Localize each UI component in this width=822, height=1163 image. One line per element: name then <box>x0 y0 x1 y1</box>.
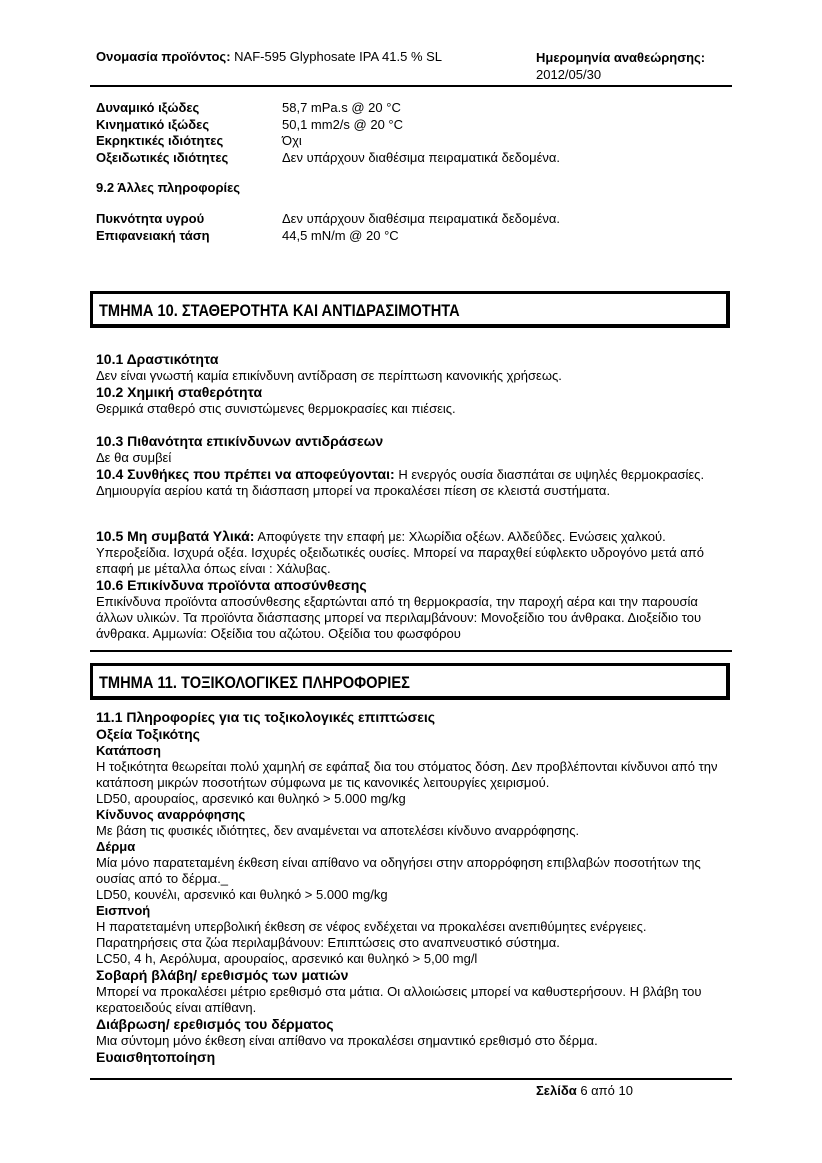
ingestion-ld50: LD50, αρουραίος, αρσενικό και θυληκό > 5.000 mg/kg <box>96 791 406 806</box>
aspiration-text: Με βάση τις φυσικές ιδιότητες, δεν αναμένεται να αποτελέσει κίνδυνο αναρρόφησης. <box>96 823 580 838</box>
section-10-5-text: Αποφύγετε την επαφή με: Χλωρίδια οξέων. Αλδεΰδες. Ενώσεις χαλκού. Υπεροξείδια. Ισχυρά οξέα. Ισχυρές οξειδωτικές ουσίες. Μπορεί να παραχθεί εύφλεκτο υδρογόνο μετά από επαφή με μέταλλα όπως είναι : Χάλυβας. <box>96 529 704 576</box>
section-11-1-title: 11.1 Πληροφορίες για τις τοξικολογικές επιπτώσεις <box>96 709 436 725</box>
page-value: 6 από 10 <box>580 1083 633 1098</box>
page-number <box>536 1083 633 1099</box>
section-10-1-title: 10.1 Δραστικότητα <box>96 351 219 367</box>
product-name-header <box>96 49 442 64</box>
page-label: Σελίδα <box>536 1083 577 1098</box>
section-10-body-2 <box>96 433 732 499</box>
section-10-title: ΤΜΗΜΑ 10. ΣΤΑΘΕΡΟΤΗΤΑ ΚΑΙ ΑΝΤΙΔΡΑΣΙΜΟΤΗΤΑ <box>99 301 460 320</box>
property-key: Πυκνότητα υγρού <box>96 211 205 226</box>
skin-title: Δέρμα <box>96 839 136 854</box>
eye-irritation-title: Σοβαρή βλάβη/ ερεθισμός των ματιών <box>96 967 349 983</box>
section-10-4-text: Η ενεργός ουσία διασπάται σε υψηλές θερμοκρασίες. Δημιουργία αερίου κατά τη διάσπαση μπορεί να προκαλέσει πίεση σε κλειστά συστήματα. <box>96 467 705 498</box>
section-10-body <box>96 351 732 417</box>
section-9-2-title: 9.2 Άλλες πληροφορίες <box>96 180 241 195</box>
acute-toxicity-title: Οξεία Τοξικότης <box>96 726 200 742</box>
product-value: NAF-595 Glyphosate IPA 41.5 % SL <box>234 49 443 64</box>
skin-ld50: LD50, κουνέλι, αρσενικό και θυληκό > 5.000 mg/kg <box>96 887 388 902</box>
product-label: Ονομασία προϊόντος: <box>96 49 231 64</box>
section-10-5-title: 10.5 Μη συμβατά Υλικά: <box>96 528 255 544</box>
property-value: Δεν υπάρχουν διαθέσιμα πειραματικά δεδομένα. <box>282 149 560 165</box>
section-10-3-text: Δε θα συμβεί <box>96 450 172 465</box>
ingestion-text: Η τοξικότητα θεωρείται πολύ χαμηλή σε εφάπαξ δια του στόματος δόση. Δεν προβλέπονται κίνδυνοι από την κατάποση μικρών ποσοτήτων σύμφωνα με τις κανονικές λειτουργίες χειρισμού. <box>96 759 718 790</box>
revision-date-value: 2012/05/30 <box>536 67 602 82</box>
property-value: 58,7 mPa.s @ 20 °C <box>282 100 401 115</box>
property-key: Δυναμικό ιξώδες <box>96 100 200 115</box>
sensitization-title: Ευαισθητοποίηση <box>96 1049 216 1065</box>
section-10-6-title: 10.6 Επικίνδυνα προϊόντα αποσύνθεσης <box>96 577 367 593</box>
aspiration-title: Κίνδυνος αναρρόφησης <box>96 807 246 822</box>
property-value: 44,5 mN/m @ 20 °C <box>282 227 399 243</box>
section-10-6-text: Επικίνδυνα προϊόντα αποσύνθεσης εξαρτώνται από τη θερμοκρασία, την παροχή αέρα και την παρουσία άλλων υλικών. Τα προϊόντα διάσπασης μπορεί να περιλαμβάνουν: Μονοξείδιο του άνθρακα. Διοξείδιο του άνθρακα. Αμμωνία: Οξείδια του αζώτου. Οξείδια του φωσφόρου <box>96 594 702 641</box>
property-value: Δεν υπάρχουν διαθέσιμα πειραματικά δεδομένα. <box>282 211 560 226</box>
skin-corrosion-title: Διάβρωση/ ερεθισμός του δέρματος <box>96 1016 334 1032</box>
section-10-2-title: 10.2 Χημική σταθερότητα <box>96 384 263 400</box>
section-11-header <box>90 663 730 700</box>
footer-divider <box>90 1078 732 1080</box>
skin-corrosion-text: Μια σύντομη μόνο έκθεση είναι απίθανο να προκαλέσει σημαντικό ερεθισμό στο δέρμα. <box>96 1033 598 1048</box>
property-key: Οξειδωτικές ιδιότητες <box>96 149 229 165</box>
inhalation-lc50: LC50, 4 h, Αερόλυμα, αρουραίος, αρσενικό και θυληκό > 5,00 mg/l <box>96 951 478 966</box>
property-key: Επιφανειακή τάση <box>96 227 210 243</box>
section-10-5-paragraph <box>96 528 732 577</box>
revision-date-header <box>536 49 705 83</box>
eye-irritation-text: Μπορεί να προκαλέσει μέτριο ερεθισμό στα μάτια. Οι αλλοιώσεις μπορεί να καθυστερήσουν. Η βλάβη του κερατοειδούς είναι απίθανη. <box>96 984 702 1015</box>
inhalation-text-2: Παρατηρήσεις στα ζώα περιλαμβάνουν: Επιπτώσεις στο αναπνευστικό σύστημα. <box>96 935 560 950</box>
property-value: Όχι <box>282 133 302 148</box>
section-10-3-title: 10.3 Πιθανότητα επικίνδυνων αντιδράσεων <box>96 433 384 449</box>
section-11-title: ΤΜΗΜΑ 11. ΤΟΞΙΚΟΛΟΓΙΚΕΣ ΠΛΗΡΟΦΟΡΙΕΣ <box>99 673 410 692</box>
section-10-body-3 <box>96 528 732 642</box>
inhalation-text-1: Η παρατεταμένη υπερβολική έκθεση σε νέφος ενδέχεται να προκαλέσει ανεπιθύμητες ενέργειες. <box>96 919 647 934</box>
section-10-1-text: Δεν είναι γνωστή καμία επικίνδυνη αντίδραση σε περίπτωση κανονικής χρήσεως. <box>96 368 562 383</box>
revision-date-label: Ημερομηνία αναθεώρησης: <box>536 50 706 65</box>
ingestion-title: Κατάποση <box>96 743 161 758</box>
section-10-4-title: 10.4 Συνθήκες που πρέπει να αποφεύγονται: <box>96 466 395 482</box>
property-value: 50,1 mm2/s @ 20 °C <box>282 116 403 132</box>
section-divider <box>90 650 732 652</box>
header-divider <box>90 85 732 87</box>
inhalation-title: Εισπνοή <box>96 903 151 918</box>
section-11-body <box>96 709 732 1066</box>
skin-text: Μία μόνο παρατεταμένη έκθεση είναι απίθανο να οδηγήσει στην απορρόφηση επιβλαβών ποσοτήτων της ουσίας από το δέρμα._ <box>96 855 701 886</box>
section-10-header <box>90 291 730 328</box>
property-key: Κινηματικό ιξώδες <box>96 116 210 132</box>
section-10-2-text: Θερμικά σταθερό στις συνιστώμενες θερμοκρασίες και πιέσεις. <box>96 401 456 416</box>
section-10-4-paragraph <box>96 466 732 499</box>
property-key: Εκρηκτικές ιδιότητες <box>96 133 224 148</box>
